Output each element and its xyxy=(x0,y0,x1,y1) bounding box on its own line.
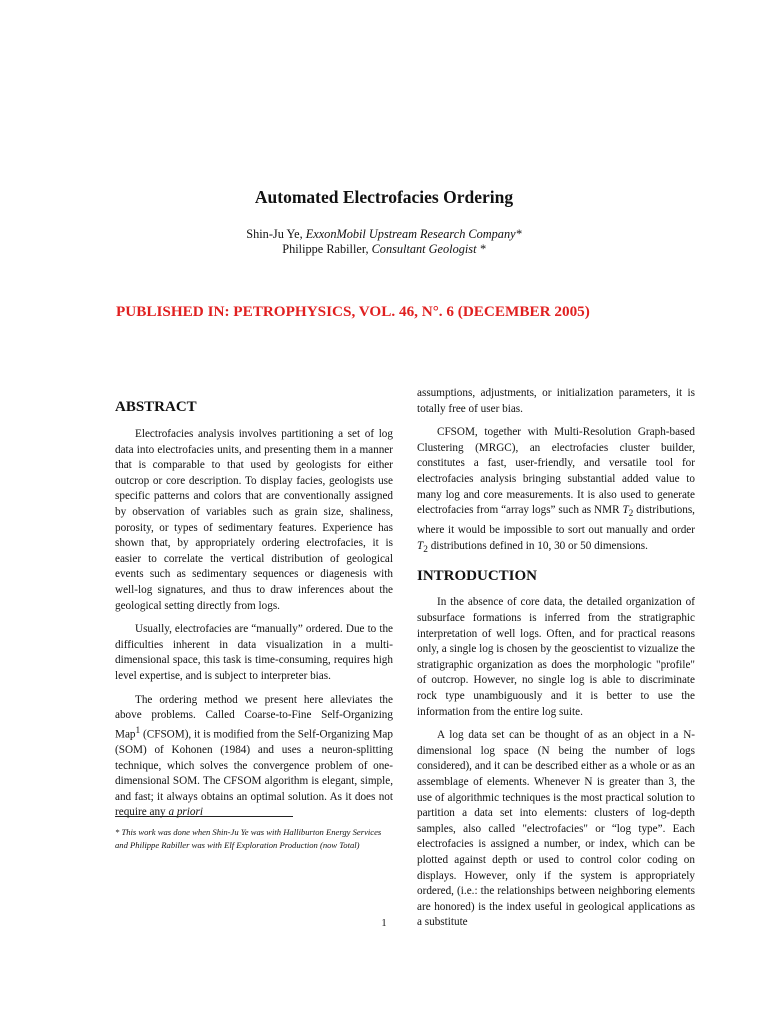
publication-notice: PUBLISHED IN: PETROPHYSICS, VOL. 46, N°. 6 (DECEMBER 2005) xyxy=(116,303,590,320)
abstract-heading: ABSTRACT xyxy=(115,399,197,415)
abstract-p3-part-1: The ordering method we present here alleviates the above problems. Called Coarse-to-Fine Self-Organizing Map xyxy=(115,693,393,741)
page-number: 1 xyxy=(381,918,387,929)
t2-symbol: T xyxy=(622,504,629,517)
introduction-paragraph-1: In the absence of core data, the detailed organization of subsurface formations is inferred from the stratigraphic interpretation of well logs. Often, and for practical reasons only, a single log is chosen by the geoscientist to vizualize the stratigraphic organization as does the morphologic "profile" of outcrop. However, no single log is able to discriminate rock type unambiguously and it is better to use the information from the entire log suite. xyxy=(417,596,695,718)
author-affiliation: Consultant Geologist * xyxy=(371,242,486,256)
author-line-1 xyxy=(0,227,768,242)
footnote-ref: 1 xyxy=(135,725,141,736)
abstract-p4-part-1: CFSOM, together with Multi-Resolution Graph-based Clustering (MRGC), an electrofacies cluster builder, constitutes a fast, user-friendly, and versatile tool for electrofacies analysis bringing substantial added value to many log and core measurements. It is also used to generate electrofacies from “array logs” such as NMR xyxy=(417,426,695,517)
author-name: Philippe Rabiller, xyxy=(282,242,372,256)
abstract-paragraph-3 xyxy=(115,693,393,821)
abstract-p4-part-2: distributions, where it would be impossible to sort out manually and order xyxy=(417,504,695,536)
right-column xyxy=(417,386,695,939)
t2-symbol: T xyxy=(417,539,424,552)
paper-title: Automated Electrofacies Ordering xyxy=(254,187,514,207)
author-name: Shin-Ju Ye, xyxy=(246,227,306,241)
abstract-paragraph-3-continued: assumptions, adjustments, or initialization parameters, it is totally free of user bias. xyxy=(417,387,695,415)
abstract-p4-part-3: distributions defined in 10, 30 or 50 dimensions. xyxy=(427,539,648,552)
footnote-divider xyxy=(115,816,293,817)
author-affiliation: ExxonMobil Upstream Research Company* xyxy=(305,227,522,241)
left-column xyxy=(115,395,393,829)
footnote: * This work was done when Shin-Ju Ye was with Halliburton Energy Services and Philippe Rabiller was with Elf Exploration Production (now Total) xyxy=(115,827,382,850)
t2-subscript: 2 xyxy=(628,509,634,520)
abstract-paragraph-1: Electrofacies analysis involves partitioning a set of log data into electrofacies units, and presenting them in a manner that is comparable to that used by geologists for either outcrop or core description. To display facies, geologists use specific patterns and colors that are conventionally assigned by observation of variables such as grain size, shaliness, porosity, or types of sedimentary features. Experience has shown that, by appropriately ordering electrofacies, it is easier to correlate the vertical distribution of geological events such as sedimentary sequences or diagenesis with well-log signatures, and thus to draw inferences about the geological setting directly from logs. xyxy=(115,428,393,612)
author-line-2 xyxy=(0,242,768,257)
abstract-p3-italic: a priori xyxy=(168,806,203,819)
abstract-paragraph-2: Usually, electrofacies are “manually” ordered. Due to the difficulties inherent in data visualization in a multi-dimensional space, this task is time-consuming, requires high level expertise, and is subject to interpreter bias. xyxy=(115,623,393,682)
introduction-paragraph-2: A log data set can be thought of as an object in a N-dimensional log space (N being the number of logs considered), and it can be described either as a whole or as an assemblage of elements. Whenever N is greater than 3, the use of algorithmic techniques is the most practical solution to partition a data set into elements: clusters of log-depth samples, also called "electrofacies" or “log type”. Each electrofacies is assigned a number, or index, which can be plotted against depth or used to control color coding on displays. However, only if the system is appropriately ordered, (i.e.: the relationships between neighboring elements are honored) is the index useful in geological applications as a substitute xyxy=(417,729,695,929)
t2-subscript: 2 xyxy=(423,544,428,555)
abstract-paragraph-4 xyxy=(417,425,695,558)
abstract-p3-part-2: (CFSOM), it is modified from the Self-Organizing Map (SOM) of Kohonen (1984) and uses a neuron-splitting technique, which solves the convergence problem of one-dimensional SOM. The CFSOM algorithm is elegant, simple, and fast; it always obtains an optimal solution. As it does not require any xyxy=(115,728,393,819)
introduction-heading: INTRODUCTION xyxy=(417,568,538,585)
